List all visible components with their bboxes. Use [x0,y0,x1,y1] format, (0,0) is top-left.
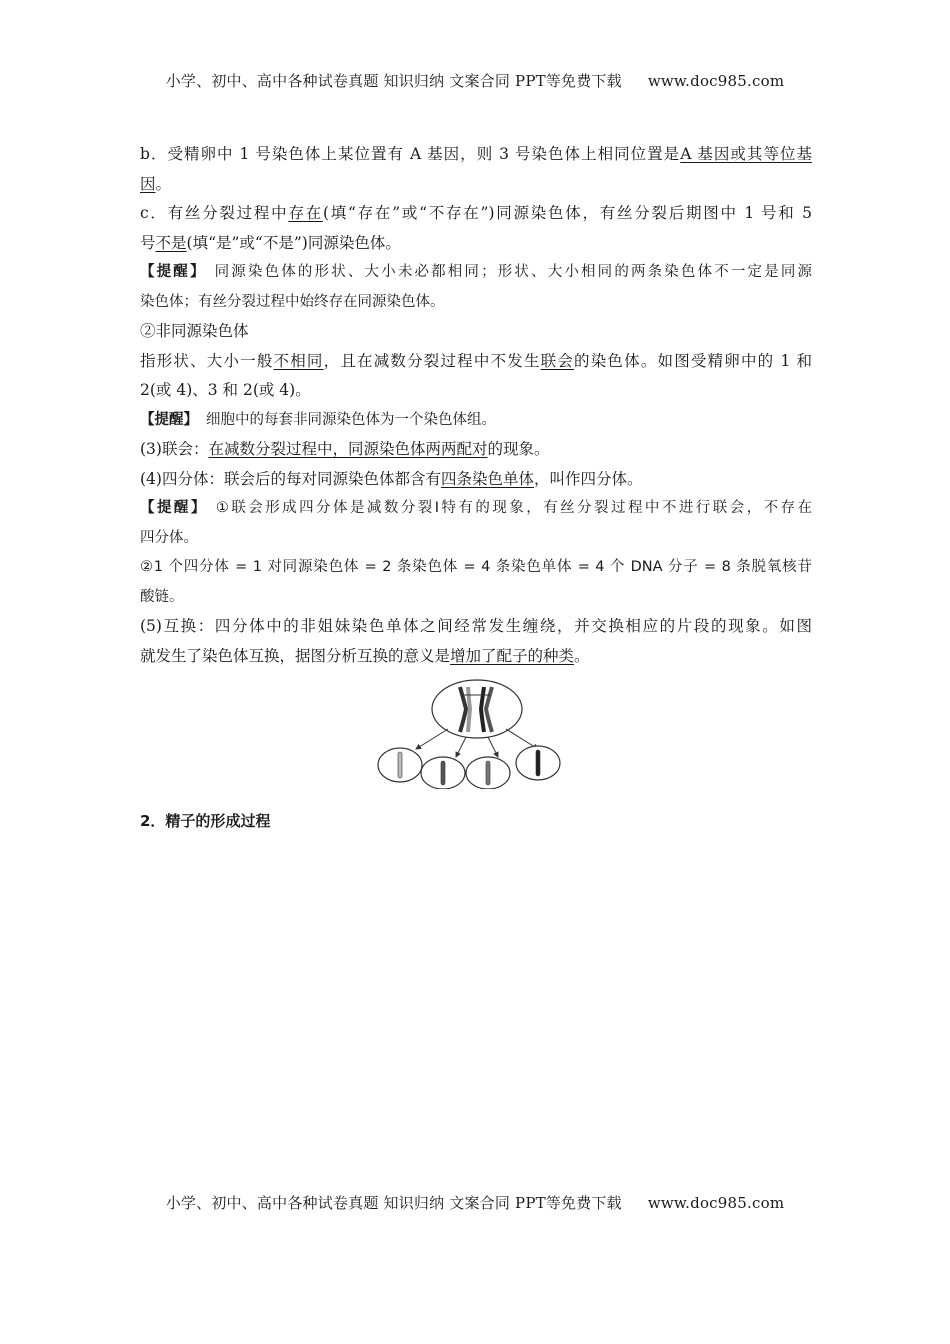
non-homologous-title: ②非同源染色体 [140,322,249,340]
para-c-line1 [140,199,812,229]
synapsis-line [140,435,812,465]
tip1-text: 同源染色体的形状、大小未必都相同；形状、大小相同的两条染色体不一定是同源 [214,264,813,280]
crossover-line1: (5)互换：四分体中的非姐妹染色单体之间经常发生缠绕，并交换相应的片段的现象。如图 [140,617,812,635]
tip3-tag: 【提醒】 [140,500,208,516]
crossover-figure [140,679,812,787]
synapsis-answer: 在减数分裂过程中，同源染色体两两配对 [208,440,488,458]
tetrad-label: (4)四分体：联会后的每对同源染色体都含有 [140,469,441,488]
parent-cell [432,680,522,738]
tip1-line2: 染色体；有丝分裂过程中始终存在同源染色体。 [140,293,445,310]
crossover-text: 就发生了染色体互换，据图分析互换的意义是 [140,646,451,665]
footer-text: 小学、初中、高中各种试卷真题 知识归纳 文案合同 PPT等免费下载 [165,1194,622,1212]
para-c-text2: (填“存在”或“不存在”)同源染色体，有丝分裂后期图中 1 号和 5 [322,204,812,222]
synapsis-end: 的现象。 [487,440,550,458]
para-c-answer1: 存在 [288,204,323,222]
tip3-line1 [140,494,812,524]
para-b-answer: A 基因或其等位基 [680,145,813,163]
header-url: www.doc985.com [647,72,785,90]
para-c-line2 [140,229,812,259]
tip3-line4: 酸链。 [140,588,184,605]
tip2-text: 细胞中的每套非同源染色体为一个染色体组。 [206,411,496,428]
tip3-line2: 四分体。 [140,529,198,546]
section2-title: 2．精子的形成过程 [140,812,271,830]
tetrad-line [140,465,812,495]
crossover-diagram [376,679,576,789]
crossover-line2 [140,642,812,672]
tip3-line3: ②1 个四分体 = 1 对同源染色体 = 2 条染色体 = 4 条染色单体 = 4 个 DNA 分子 = 8 条脱氧核苷 [140,559,812,575]
para-b-end: 。 [155,174,172,193]
crossover-end: 。 [574,646,590,665]
para-c-text3: 号 [140,233,156,252]
page-header [0,70,950,91]
para-c-answer2: 不是 [155,233,187,252]
tip2-tag: 【提醒】 [140,411,198,428]
header-text: 小学、初中、高中各种试卷真题 知识归纳 文案合同 PPT等免费下载 [165,72,622,90]
nh-text3: 的染色体。如图受精卵中的 1 和 [574,351,812,370]
para-c-text: c．有丝分裂过程中 [140,204,289,222]
tip3-text1: ①联会形成四分体是减数分裂Ⅰ特有的现象，有丝分裂过程中不进行联会，不存在 [215,500,813,516]
non-homologous-line1 [140,347,812,377]
nh-answer1: 不相同 [273,351,324,370]
para-b-text: b．受精卵中 1 号染色体上某位置有 A 基因，则 3 号染色体上相同位置是 [140,145,681,163]
tip1-line1 [140,258,812,288]
para-c-text4: (填“是”或“不是”)同源染色体。 [186,233,401,252]
gamete-cells [378,746,560,789]
tetrad-end: ，叫作四分体。 [533,469,643,488]
tip1-tag: 【提醒】 [140,264,207,280]
crossover-answer: 增加了配子的种类 [450,646,575,665]
tip2-line [140,406,812,436]
synapsis-label: (3)联会： [140,440,209,458]
para-b-line1 [140,140,812,170]
nh-answer2: 联会 [540,351,575,370]
page-footer [0,1192,950,1213]
nh-text1: 指形状、大小一般 [140,351,274,370]
footer-url: www.doc985.com [647,1194,785,1212]
document-body [140,140,812,837]
nh-text2: ，且在减数分裂过程中不发生 [323,351,541,370]
tetrad-answer: 四条染色单体 [440,469,534,488]
non-homologous-line2: 2(或 4)、3 和 2(或 4)。 [140,381,311,399]
para-b-line2 [140,170,812,200]
para-b-answer-cont: 因 [140,174,156,193]
